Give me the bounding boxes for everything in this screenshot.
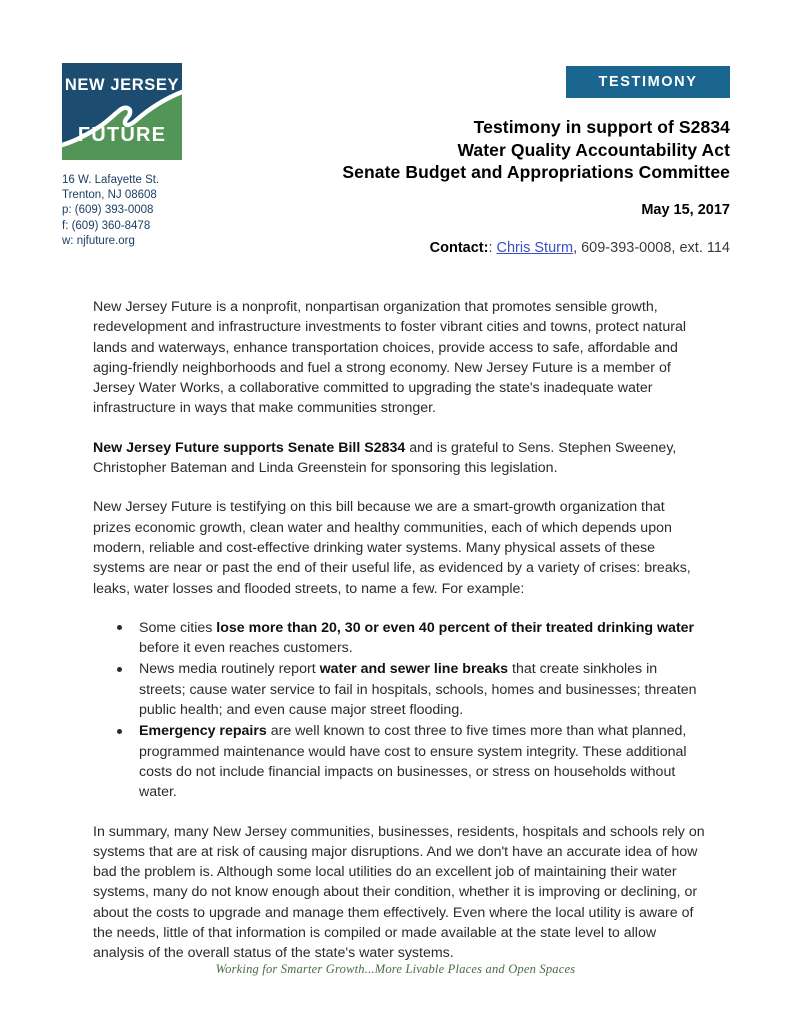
- bullet-list: [93, 618, 705, 803]
- footer-tagline: Working for Smarter Growth...More Livable Places and Open Spaces: [215, 962, 576, 976]
- paragraph-support-rest: and is grateful to Sens. Stephen Sweeney, Christopher Bateman and Linda Greenstein for sponsoring this legislation.: [93, 439, 677, 477]
- title-line-3: Senate Budget and Appropriations Committee: [342, 162, 730, 182]
- bullet-bold: lose more than 20, 30 or even 40 percent of their treated drinking water: [216, 619, 695, 636]
- title-line-1: Testimony in support of S2834: [473, 117, 730, 137]
- logo-block: [62, 63, 182, 160]
- paragraph-testifying: New Jersey Future is testifying on this bill because we are a smart-growth organization that prizes economic growth, clean water and healthy communities, each of which depends upon modern, reliable and cost-effective drinking water systems. Many physical assets of these systems are near or past the end of their useful life, as evidenced by a variety of crises: breaks, leaks, water losses and flooded streets, to name a few. For example:: [93, 499, 691, 597]
- contact-label: Contact:: [429, 240, 489, 256]
- bullet-lead: News media routinely report: [139, 661, 320, 678]
- logo-word-bottom: FUTURE: [77, 124, 167, 146]
- bullet-tail: before it even reaches customers.: [139, 640, 353, 657]
- address-website: w: njfuture.org: [62, 234, 135, 247]
- address-block: [62, 173, 237, 249]
- bullet-tail: are well known to cost three to five times more than what planned, programmed maintenance would have cost to ensure system integrity. These additional costs do not include financial impacts on businesses, or stress on households without water.: [139, 723, 687, 801]
- document-body: [93, 297, 705, 983]
- document-date: May 15, 2017: [641, 202, 730, 218]
- paragraph-support-bold: New Jersey Future supports Senate Bill S2834: [93, 439, 406, 456]
- list-item: [93, 659, 705, 720]
- bullet-dot-icon: [117, 625, 122, 630]
- contact-phone-ext: , 609-393-0008, ext. 114: [573, 240, 730, 256]
- paragraph-support: [93, 438, 705, 479]
- page-title: [342, 116, 730, 184]
- address-city-state-zip: Trenton, NJ 08608: [62, 189, 157, 202]
- bullet-bold: Emergency repairs: [139, 723, 267, 740]
- bullet-lead: Some cities: [139, 619, 217, 636]
- title-line-2: Water Quality Accountability Act: [457, 139, 730, 160]
- contact-person-link[interactable]: Chris Sturm: [496, 240, 574, 256]
- logo-word-top: NEW JERSEY: [64, 76, 180, 94]
- bullet-bold: water and sewer line breaks: [319, 661, 509, 678]
- document-header: [0, 0, 791, 280]
- list-item: [93, 721, 705, 802]
- list-item: [93, 618, 705, 659]
- paragraph-intro: New Jersey Future is a nonprofit, nonpartisan organization that promotes sensible growth, redevelopment and infrastructure investments to foster vibrant cities and towns, protect natural lands and waterways, enhance transportation choices, provide access to safe, affordable and aging-friendly neighborhoods and fuel a strong economy. New Jersey Future is a member of Jersey Water Works, a collaborative committed to upgrading the state's inadequate water infrastructure in ways that make communities stronger.: [93, 299, 687, 417]
- address-street: 16 W. Lafayette St.: [62, 174, 160, 186]
- bullet-tail: that create sinkholes in streets; cause water service to fail in hospitals, schools, homes and businesses; threaten public health; and even cause major street flooding.: [139, 661, 697, 719]
- new-jersey-future-logo-icon: [62, 63, 182, 160]
- testimony-badge: TESTIMONY: [566, 66, 730, 98]
- contact-line: [430, 240, 730, 256]
- paragraph-summary: In summary, many New Jersey communities, businesses, residents, hospitals and schools rely on systems that are at risk of causing major disruptions. And we don't have an accurate idea of how bad the problem is. Although some local utilities do an excellent job of maintaining their water systems, many do not know enough about their condition, whether it is improving or declining, or about the costs to upgrade and manage them effectively. Even where the local utility is aware of the needs, little of that information is compiled or made available at the state level to allow analysis of the overall status of the state's water systems.: [93, 823, 705, 962]
- contact-separator: :: [488, 240, 493, 256]
- address-fax: f: (609) 360-8478: [62, 219, 151, 232]
- bullet-dot-icon: [117, 667, 122, 672]
- address-phone: p: (609) 393-0008: [62, 204, 154, 217]
- bullet-dot-icon: [117, 729, 122, 734]
